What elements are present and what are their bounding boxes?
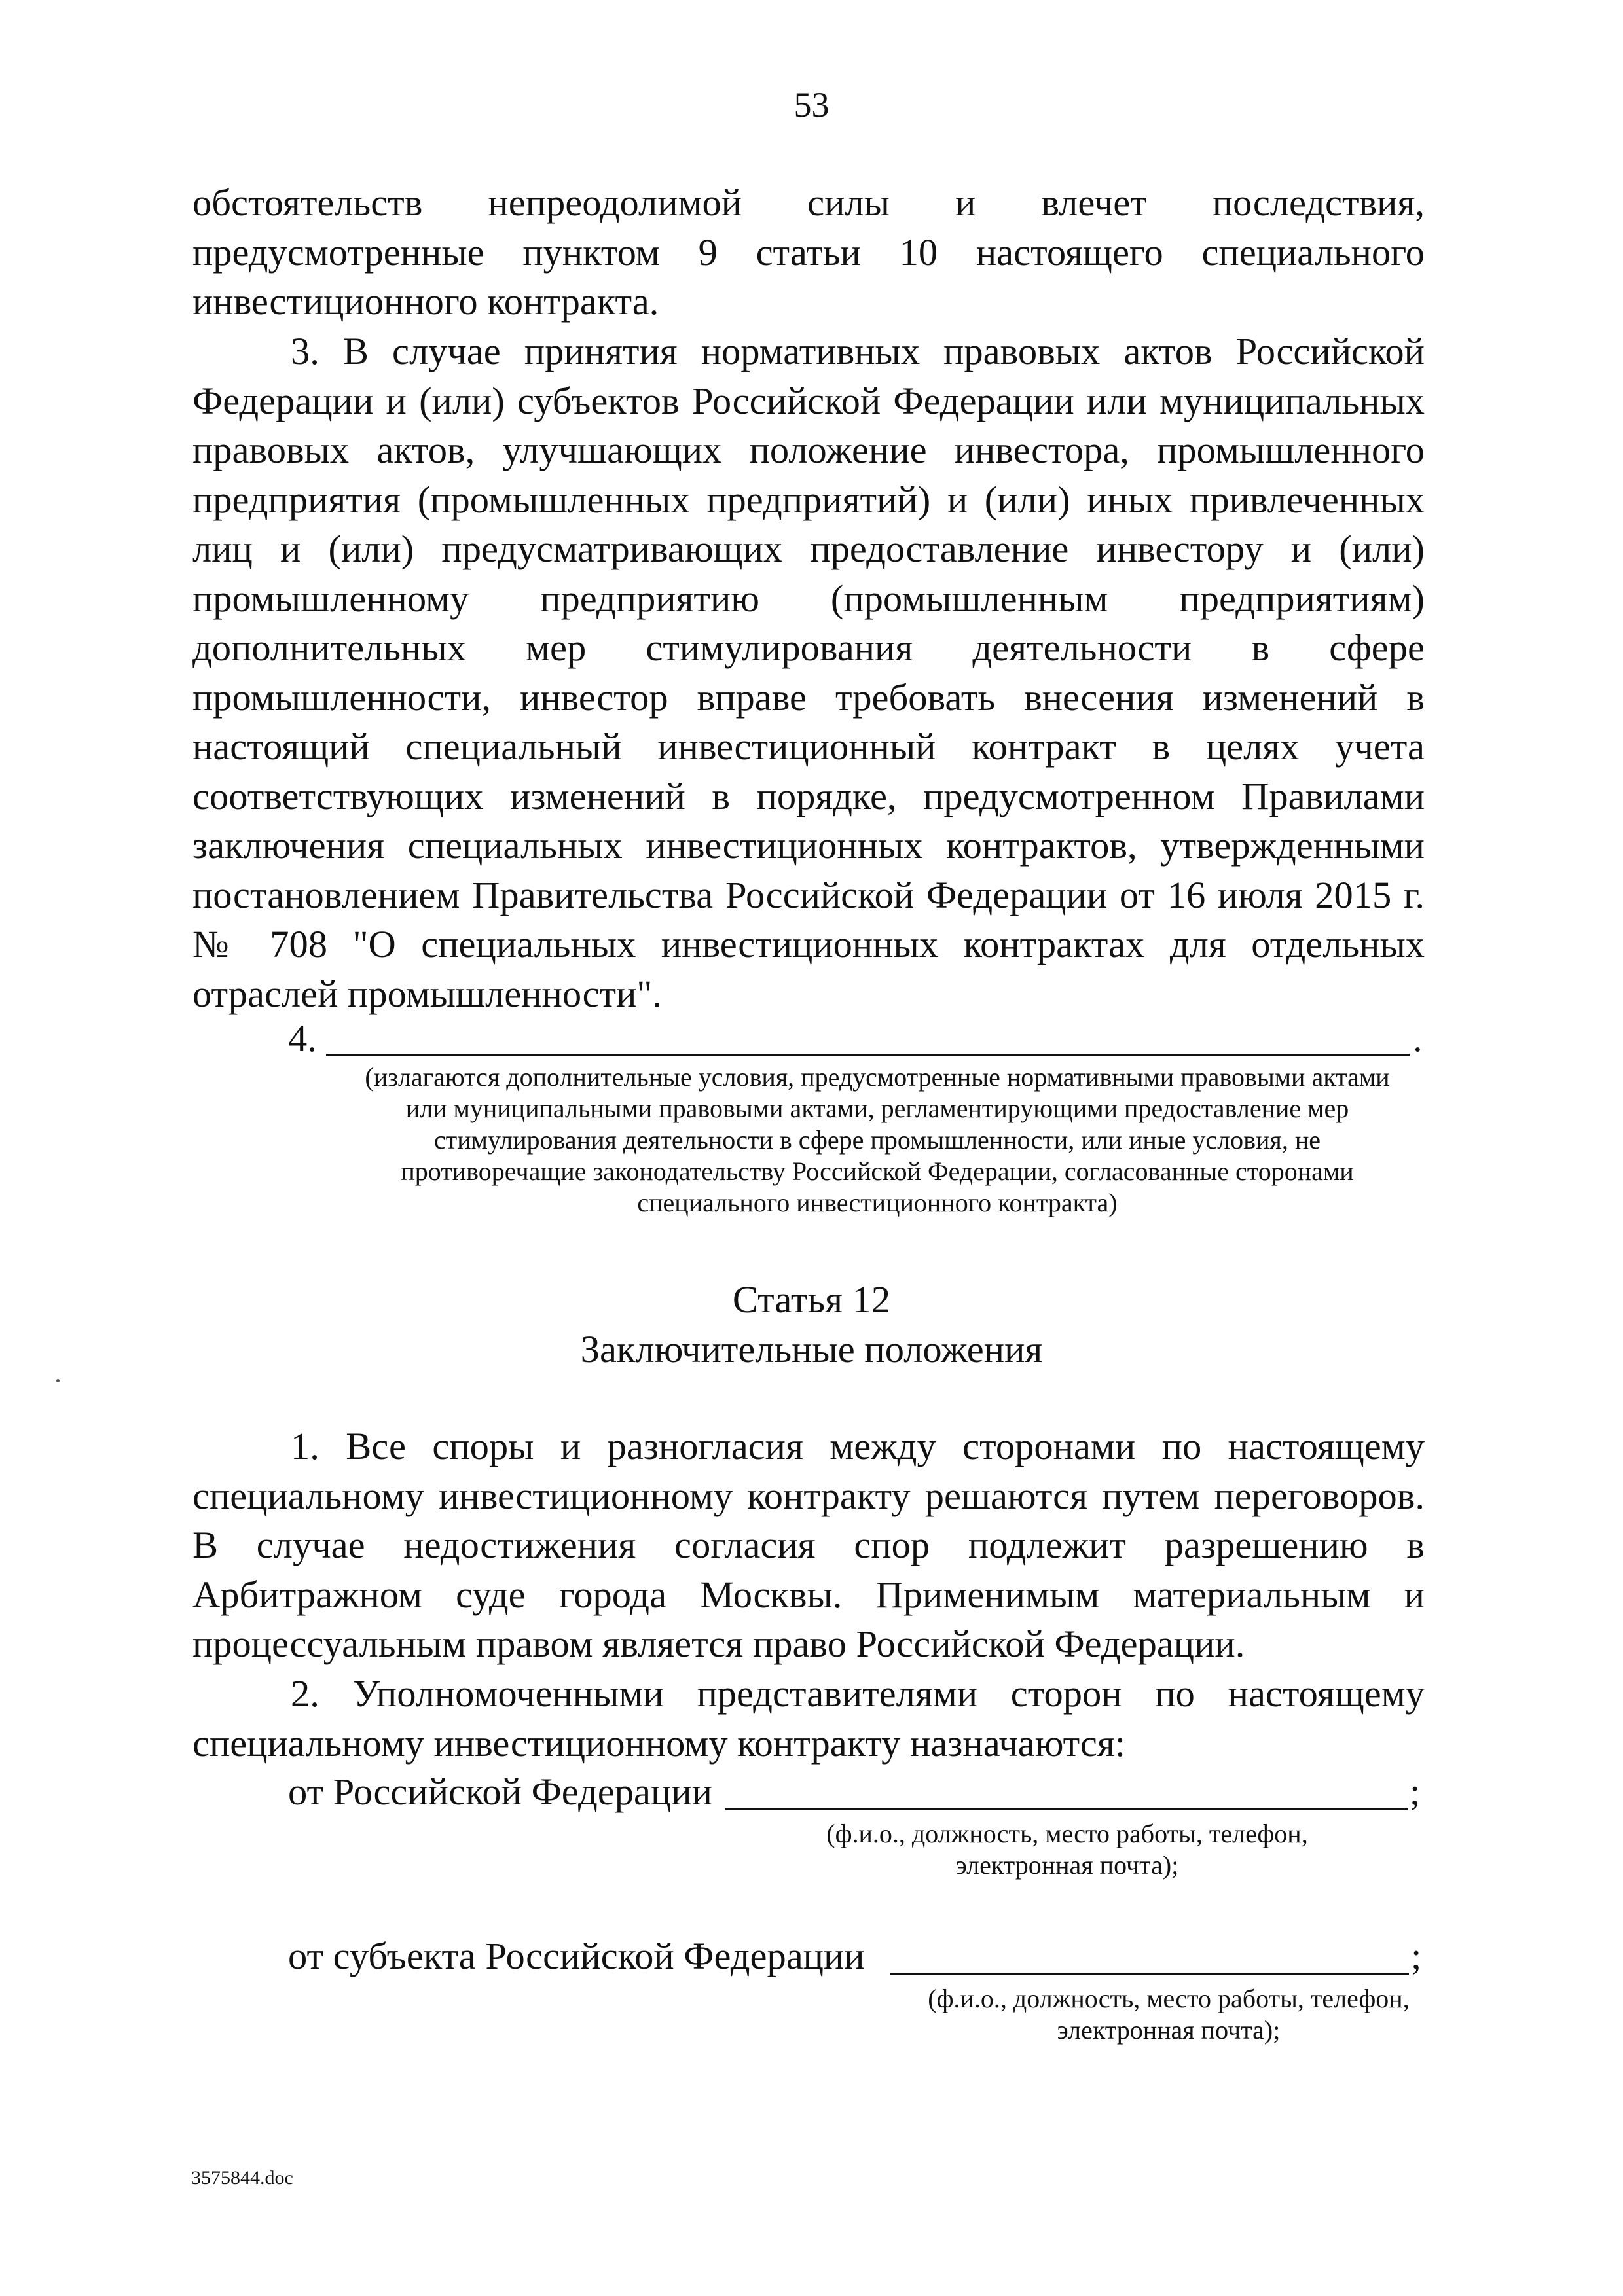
note-line: (ф.и.о., должность, место работы, телефон, [928,1984,1410,2013]
representative-rf-note [746,1818,1388,1881]
article-paragraph-1 [192,1422,1425,1669]
representative-rf-blank-line [725,1808,1408,1810]
text-line: В случае недостижения согласия спор подлежит разрешению в [192,1524,1425,1566]
text-line: правовых актов, улучшающих положение инвестора, промышленного [192,429,1425,471]
item-4-note [308,1062,1447,1219]
text-line: 1. Все споры и разногласия между сторонами по настоящему [291,1425,1425,1467]
representative-rf-label: от Российской Федерации [288,1770,712,1813]
text-line: Арбитражном суде города Москвы. Применимым материальным и [192,1573,1425,1616]
text-line: Федерации и (или) субъектов Российской Федерации или муниципальных [192,379,1425,422]
text-line: специальному инвестиционному контракту решаются путем переговоров. [192,1474,1425,1517]
text-line: соответствующих изменений в порядке, предусмотренном Правилами [192,774,1425,817]
text-line: 3. В случае принятия нормативных правовых актов Российской [291,330,1425,372]
text-line: заключения специальных инвестиционных контрактов, утвержденными [192,824,1425,867]
footer-document-id: 3575844.doc [191,2167,293,2189]
text-line: предприятия (промышленных предприятий) и (или) иных привлеченных [192,478,1425,521]
representative-subject-note [887,1983,1450,2046]
representative-rf-end-mark: ; [1410,1770,1421,1813]
text-line: промышленному предприятию (промышленным предприятиям) [192,577,1425,620]
paragraph-3 [192,327,1425,1018]
text-line: предусмотренные пунктом 9 статьи 10 настоящего специального [192,230,1425,274]
note-line: специального инвестиционного контракта) [637,1188,1118,1217]
article-subtitle: Заключительные положения [580,1328,1043,1371]
representative-subject-blank-line [890,1973,1409,1975]
text-line: настоящий специальный инвестиционный контракт в целях учета [192,725,1425,768]
item-4-number: 4. [288,1017,317,1060]
text-line: лиц и (или) предусматривающих предоставление инвестору и (или) [192,528,1425,570]
text-line: 2. Уполномоченными представителями сторон по настоящему [291,1672,1425,1715]
text-line: обстоятельств непреодолимой силы и влечет последствия, [192,181,1425,224]
article-title: Статья 12 [732,1278,891,1321]
text-line: инвестиционного контракта. [192,280,659,323]
note-line: электронная почта); [1057,2015,1281,2045]
page-number: 53 [793,85,830,124]
text-line: специальному инвестиционному контракту назначаются: [192,1721,1126,1765]
text-line: процессуальным правом является право Российской Федерации. [192,1623,1245,1665]
item-4-end-mark: . [1413,1017,1423,1060]
scan-margin-dot [56,1379,60,1382]
note-line: (излагаются дополнительные условия, предусмотренные нормативными правовыми актами [365,1062,1390,1092]
text-line: № 708 "О специальных инвестиционных контрактах для отдельных [192,923,1425,965]
representative-subject-label: от субъекта Российской Федерации [288,1935,865,1977]
text-line: промышленности, инвестор вправе требовать внесения изменений в [192,675,1425,719]
text-line: отраслей промышленности". [192,972,662,1015]
note-line: (ф.и.о., должность, место работы, телефон, [826,1819,1308,1848]
paragraph-continuation [192,178,1425,327]
article-paragraph-2 [192,1669,1425,1768]
note-line: электронная почта); [955,1850,1179,1880]
item-4-blank-line [326,1054,1410,1056]
text-line: постановлением Правительства Российской Федерации от 16 июля 2015 г. [192,873,1425,916]
note-line: противоречащие законодательству Российской Федерации, согласованные сторонами [401,1157,1354,1186]
note-line: стимулирования деятельности в сфере промышленности, или иные условия, не [433,1125,1321,1155]
text-line: дополнительных мер стимулирования деятельности в сфере [192,626,1425,669]
note-line: или муниципальными правовыми актами, регламентирующими предоставление мер [405,1094,1349,1123]
representative-subject-end-mark: ; [1411,1935,1422,1977]
